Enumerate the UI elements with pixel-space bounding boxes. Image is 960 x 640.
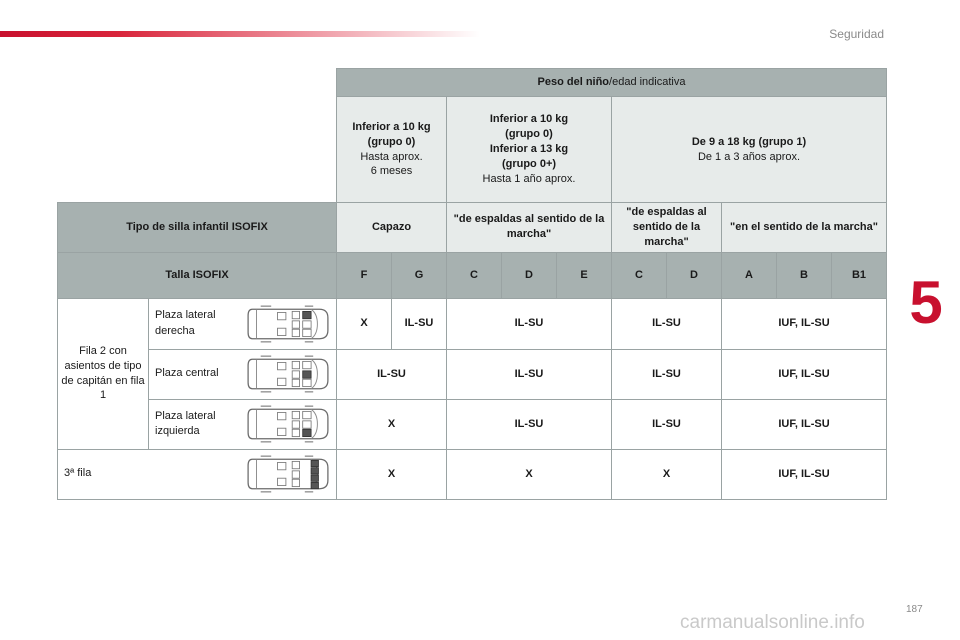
value-cell: IUF, IL-SU	[722, 449, 887, 499]
size-class: C	[447, 252, 502, 298]
watermark: carmanualsonline.info	[680, 612, 865, 633]
size-class: B1	[832, 252, 887, 298]
value-cell: IL-SU	[392, 298, 447, 349]
size-class: E	[557, 252, 612, 298]
position-label: Plaza central	[155, 367, 219, 380]
value-cell: X	[612, 449, 722, 499]
value-cell: IL-SU	[447, 298, 612, 349]
size-class: A	[722, 252, 777, 298]
van-seat-center-diagram	[246, 353, 330, 395]
row3-label: 3ª fila	[64, 467, 92, 480]
size-class: G	[392, 252, 447, 298]
value-cell: IL-SU	[447, 399, 612, 449]
van-seat-left-diagram	[246, 403, 330, 445]
size-class: C	[612, 252, 667, 298]
value-cell: IL-SU	[612, 349, 722, 399]
position-label: Plaza lateral izquierda	[155, 409, 216, 438]
section-title: Seguridad	[829, 27, 884, 41]
size-class: B	[777, 252, 832, 298]
value-cell: IUF, IL-SU	[722, 349, 887, 399]
value-cell: X	[447, 449, 612, 499]
group-0plus-header: Inferior a 10 kg (grupo 0) Inferior a 13 kg (grupo 0+) Hasta 1 año aprox.	[447, 97, 612, 203]
value-cell: IL-SU	[612, 298, 722, 349]
row2-label: Fila 2 con asientos de tipo de capitán en fila 1	[58, 298, 149, 449]
row3-cell	[58, 449, 337, 499]
van-seat-right-diagram	[246, 303, 330, 345]
chapter-number: 5	[909, 269, 943, 336]
table-row	[58, 449, 887, 499]
seat-type-label: Tipo de silla infantil ISOFIX	[58, 203, 337, 253]
seat-type-rear-facing-0: "de espaldas al sentido de la marcha"	[447, 203, 612, 253]
value-cell: X	[337, 449, 447, 499]
table-row	[58, 399, 887, 449]
seat-type-rear-facing-1: "de espaldas al sentido de la marcha"	[612, 203, 722, 253]
seat-type-forward-facing: "en el sentido de la marcha"	[722, 203, 887, 253]
size-class: F	[337, 252, 392, 298]
seat-type-carrycot: Capazo	[337, 203, 447, 253]
value-cell: IUF, IL-SU	[722, 298, 887, 349]
table-row	[58, 298, 887, 349]
value-cell: X	[337, 298, 392, 349]
position-label: Plaza lateral derecha	[155, 309, 216, 337]
van-row3-diagram	[246, 453, 330, 495]
value-cell: IL-SU	[612, 399, 722, 449]
isofix-table	[57, 68, 887, 500]
size-label: Talla ISOFIX	[58, 252, 337, 298]
value-cell: X	[337, 399, 447, 449]
header-accent-bar	[0, 31, 480, 37]
page-number: 187	[906, 604, 923, 615]
weight-header: Peso del niño/edad indicativa	[337, 69, 887, 97]
position-right	[149, 298, 337, 349]
position-center	[149, 349, 337, 399]
value-cell: IL-SU	[447, 349, 612, 399]
table-row	[58, 349, 887, 399]
value-cell: IL-SU	[337, 349, 447, 399]
position-left	[149, 399, 337, 449]
size-class: D	[667, 252, 722, 298]
value-cell: IUF, IL-SU	[722, 399, 887, 449]
group-0-header: Inferior a 10 kg (grupo 0) Hasta aprox. 6 meses	[337, 97, 447, 203]
group-1-header: De 9 a 18 kg (grupo 1) De 1 a 3 años aprox.	[612, 97, 887, 203]
size-class: D	[502, 252, 557, 298]
